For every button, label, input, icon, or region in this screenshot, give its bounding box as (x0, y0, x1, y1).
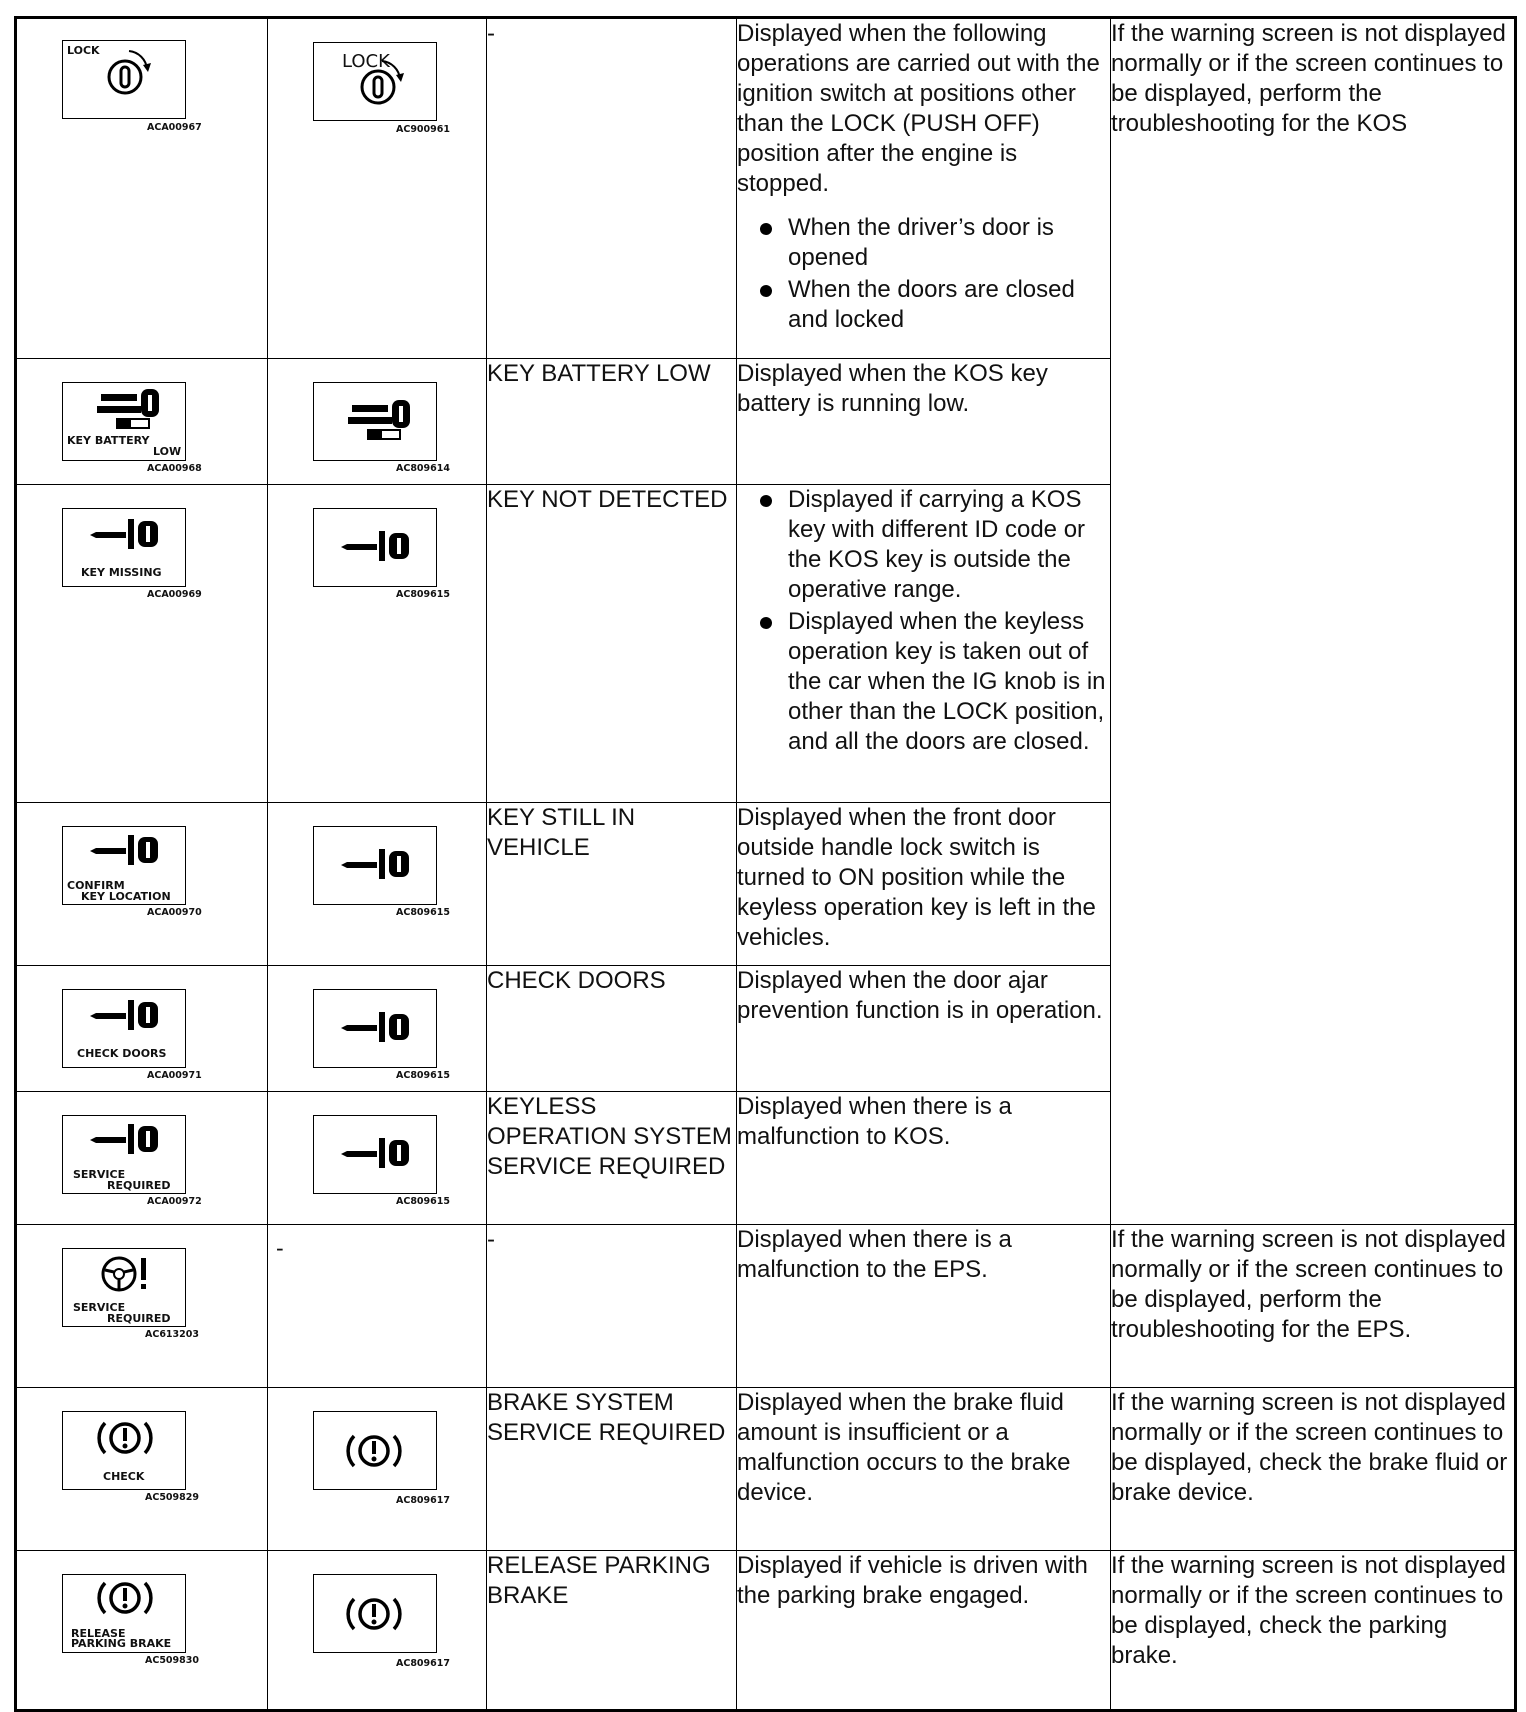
display-icon-cell (268, 1388, 487, 1551)
message-cell: - (487, 18, 737, 359)
list-item: When the doors are closed and locked (737, 275, 1110, 335)
list-item: Displayed when the keyless operation key is taken out of the car when the IG knob is in other than the LOCK position, and all the doors are closed. (737, 607, 1110, 757)
figure-code: AC809615 (396, 1070, 450, 1081)
description-cell: Displayed when there is a malfunction to KOS. (737, 1092, 1111, 1225)
icon-caption: KEY MISSING (81, 566, 162, 579)
description-cell (737, 18, 1111, 359)
icon-caption: PARKING BRAKE (71, 1637, 172, 1650)
check-doors-display-icon (62, 989, 186, 1068)
description-cell: Displayed when the front door outside handle lock switch is turned to ON position while the keyless operation key is left in the vehicles. (737, 803, 1111, 966)
icon-caption: LOCK (67, 44, 100, 57)
figure-code: AC900961 (396, 124, 450, 135)
key-icon (341, 843, 411, 887)
description-cell: Displayed if vehicle is driven with the parking brake engaged. (737, 1551, 1111, 1711)
key-battery-icon (87, 386, 163, 432)
figure-code: ACA00971 (147, 1070, 202, 1081)
display-icon-cell (16, 966, 268, 1092)
figure-code: AC613203 (145, 1329, 199, 1340)
display-icon-cell (16, 1092, 268, 1225)
brake-warning-icon (95, 1416, 155, 1460)
lock-icon (91, 47, 161, 107)
lock-display-icon (62, 40, 186, 119)
display-icon-cell (16, 1225, 268, 1388)
brake-display-icon (313, 1574, 437, 1653)
condition-list (737, 213, 1110, 335)
lock-display-icon (313, 42, 437, 121)
figure-code: ACA00969 (147, 589, 202, 600)
table-row (16, 1225, 1516, 1388)
figure-code: AC509829 (145, 1492, 199, 1503)
description-cell (737, 485, 1111, 803)
display-icon-cell (268, 1092, 487, 1225)
icon-caption: RELEASE (71, 1627, 126, 1640)
icon-caption: SERVICE (73, 1168, 126, 1181)
key-icon (90, 829, 160, 873)
display-icon-cell (268, 485, 487, 803)
figure-code: AC509830 (145, 1655, 199, 1666)
key-display-icon (313, 508, 437, 587)
description-cell: Displayed when the brake fluid amount is insufficient or a malfunction occurs to the brake device. (737, 1388, 1111, 1551)
key-battery-icon (338, 397, 414, 443)
description-cell: Displayed when the KOS key battery is running low. (737, 359, 1111, 485)
display-icon-cell (268, 966, 487, 1092)
figure-code: AC809615 (396, 589, 450, 600)
icon-caption: KEY BATTERY (67, 434, 150, 447)
icon-caption: CONFIRM (67, 879, 125, 892)
remedy-cell: If the warning screen is not displayed normally or if the screen continues to be displayed, perform the troubleshooting for the EPS. (1111, 1225, 1516, 1388)
kos-service-required-display-icon (62, 1115, 186, 1194)
display-icon-cell (16, 18, 268, 359)
message-cell: KEYLESS OPERATION SYSTEM SERVICE REQUIRED (487, 1092, 737, 1225)
figure-code: ACA00970 (147, 907, 202, 918)
brake-warning-icon (95, 1576, 155, 1620)
key-icon (90, 994, 160, 1038)
icon-caption: KEY LOCATION (81, 890, 171, 903)
display-icon-cell (16, 359, 268, 485)
warning-display-table (14, 16, 1517, 1712)
message-cell: BRAKE SYSTEM SERVICE REQUIRED (487, 1388, 737, 1551)
brake-warning-icon (344, 1429, 404, 1473)
icon-caption: REQUIRED (107, 1179, 171, 1192)
key-icon (341, 1132, 411, 1176)
display-icon-cell (16, 803, 268, 966)
figure-code: AC809614 (396, 463, 450, 474)
icon-caption: CHECK (103, 1470, 145, 1483)
figure-code: AC809615 (396, 1196, 450, 1207)
brake-check-display-icon (62, 1411, 186, 1490)
figure-code: ACA00967 (147, 122, 202, 133)
display-icon-cell (268, 803, 487, 966)
description-cell: Displayed when there is a malfunction to the EPS. (737, 1225, 1111, 1388)
lock-icon (344, 57, 414, 117)
message-cell: KEY STILL IN VEHICLE (487, 803, 737, 966)
condition-list (737, 485, 1110, 757)
eps-service-required-display-icon (62, 1248, 186, 1327)
brake-display-icon (313, 1411, 437, 1490)
display-icon-cell (268, 1551, 487, 1711)
description-text: Displayed when the following operations are carried out with the ignition switch at positions other than the LOCK (PUSH OFF) position after the engine is stopped. (737, 20, 1100, 197)
key-display-icon (313, 826, 437, 905)
display-icon-cell (268, 18, 487, 359)
display-icon-cell (268, 1225, 487, 1388)
brake-warning-icon (344, 1592, 404, 1636)
icon-caption: SERVICE (73, 1301, 126, 1314)
confirm-key-location-display-icon (62, 826, 186, 905)
table-row (16, 1551, 1516, 1711)
figure-code: AC809617 (396, 1658, 450, 1669)
display-icon-cell (268, 359, 487, 485)
display-icon-cell (16, 485, 268, 803)
steering-wheel-warning-icon (93, 1252, 153, 1296)
figure-code: AC809617 (396, 1495, 450, 1506)
description-cell: Displayed when the door ajar prevention function is in operation. (737, 966, 1111, 1092)
remedy-cell: If the warning screen is not displayed normally or if the screen continues to be displayed, check the brake fluid or brake device. (1111, 1388, 1516, 1551)
figure-code: AC809615 (396, 907, 450, 918)
table-row (16, 18, 1516, 359)
key-icon (90, 513, 160, 557)
figure-code: ACA00972 (147, 1196, 202, 1207)
release-parking-brake-display-icon (62, 1574, 186, 1653)
key-icon (341, 1006, 411, 1050)
list-item: Displayed if carrying a KOS key with different ID code or the KOS key is outside the operative range. (737, 485, 1110, 605)
message-cell: RELEASE PARKING BRAKE (487, 1551, 737, 1711)
icon-caption: REQUIRED (107, 1312, 171, 1325)
message-cell: - (487, 1225, 737, 1388)
key-battery-display-icon (62, 382, 186, 461)
table-row (16, 1388, 1516, 1551)
key-icon (341, 525, 411, 569)
remedy-cell: If the warning screen is not displayed normally or if the screen continues to be displayed, check the parking brake. (1111, 1551, 1516, 1711)
display-icon-cell (16, 1551, 268, 1711)
key-display-icon (313, 989, 437, 1068)
key-icon (90, 1118, 160, 1162)
list-item: When the driver’s door is opened (737, 213, 1110, 273)
icon-caption: LOCK (342, 51, 390, 72)
message-cell: KEY NOT DETECTED (487, 485, 737, 803)
remedy-cell: If the warning screen is not displayed normally or if the screen continues to be displayed, perform the troubleshooting for the KOS (1111, 18, 1516, 1225)
key-battery-display-icon (313, 382, 437, 461)
no-icon-dash: - (276, 1235, 284, 1261)
display-icon-cell (16, 1388, 268, 1551)
icon-caption: LOW (153, 445, 182, 458)
figure-code: ACA00968 (147, 463, 202, 474)
key-missing-display-icon (62, 508, 186, 587)
icon-caption: CHECK DOORS (77, 1047, 167, 1060)
message-cell: KEY BATTERY LOW (487, 359, 737, 485)
key-display-icon (313, 1115, 437, 1194)
message-cell: CHECK DOORS (487, 966, 737, 1092)
